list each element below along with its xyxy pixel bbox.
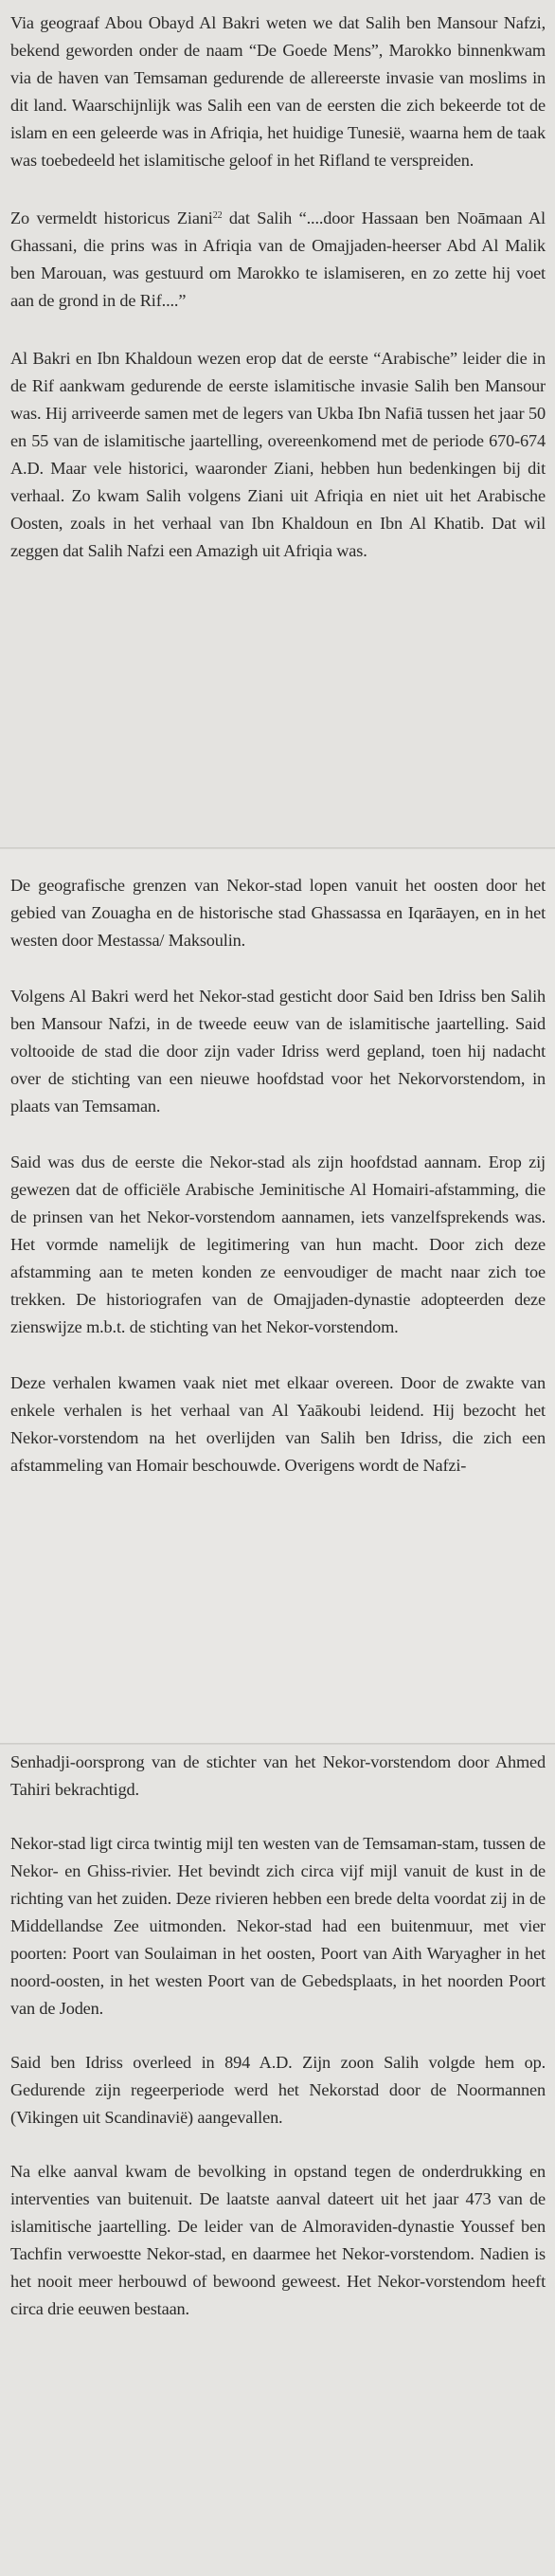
page-section-3 <box>0 1745 555 2576</box>
page-section-2 <box>0 849 555 1745</box>
paragraph-senhadji: Senhadji-oorsprong van de stichter van het Nekor-vorstendom door Ahmed Tahiri bekrachtigd. <box>10 1752 546 1799</box>
paragraph-yaakoubi: Deze verhalen kwamen vaak niet met elkaar overeen. Door de zwakte van enkele verhalen is het verhaal van Al Yaākoubi leidend. Hij bezocht het Nekor-vorstendom na het overlijden van Salih ben Idriss, die zich een afstammeling van Homair beschouwde. Overigens wordt de Nafzi- <box>10 1373 546 1475</box>
paragraph-founding: Volgens Al Bakri werd het Nekor-stad gesticht door Said ben Idriss ben Salih ben Mansour Nafzi, in de tweede eeuw van de islamitische jaartelling. Said voltooide de stad die door zijn vader Idriss werd gepland, toen hij nadacht over de stichting van een nieuwe hoofdstad voor het Nekorvorstendom, in plaats van Temsaman. <box>10 987 546 1116</box>
ziani-text-before: Zo vermeldt historicus Ziani <box>10 209 213 227</box>
paragraph-location: Nekor-stad ligt circa twintig mijl ten westen van de Temsaman-stam, tussen de Nekor- en Ghiss-rivier. Het bevindt zich circa vijf mijl vanuit de kust in de richting van het zuiden. Deze rivieren hebben een brede delta voordat zij in de Middellandse Zee uitmonden. Nekor-stad had een buitenmuur, met vier poorten: Poort van Soulaiman in het oosten, Poort van Aith Waryagher in het noord-oosten, in het westen Poort van de Gebedsplaats, in het noorden Poort van de Joden. <box>10 1834 546 2018</box>
page-section-1 <box>0 0 555 849</box>
paragraph-normans: Said ben Idriss overleed in 894 A.D. Zijn zoon Salih volgde hem op. Gedurende zijn regeerperiode werd het Nekorstad door de Noormannen (Vikingen uit Scandinavië) aangevallen. <box>10 2053 546 2127</box>
paragraph-bakri-salih: Via geograaf Abou Obayd Al Bakri weten we dat Salih ben Mansour Nafzi, bekend geworden onder de naam “De Goede Mens”, Marokko binnenkwam via de haven van Temsaman gedurende de allereerste invasie van moslims in dit land. Waarschijnlijk was Salih een van de eersten die zich bekeerde tot de islam en een geleerde was in Afriqia, het huidige Tunesië, waarna hem de taak was toebedeeld het islamitische geloof in het Rifland te verspreiden. <box>10 13 546 170</box>
paragraph-destruction: Na elke aanval kwam de bevolking in opstand tegen de onderdrukking en interventies van buitenuit. De laatste aanval dateert uit het jaar 473 van de islamitische jaartelling. De leider van de Almoraviden-dynastie Youssef ben Tachfin verwoestte Nekor-stad, en daarmee het Nekor-vorstendom. Nadien is het nooit meer herbouwd of bewoond geweest. Het Nekor-vorstendom heeft circa drie eeuwen bestaan. <box>10 2162 546 2318</box>
paragraph-borders: De geografische grenzen van Nekor-stad lopen vanuit het oosten door het gebied van Zouagha en de historische stad Ghassassa en Iqarāayen, en in het westen door Mestassa/ Maksoulin. <box>10 876 546 950</box>
paragraph-khaldoun: Al Bakri en Ibn Khaldoun wezen erop dat de eerste “Arabische” leider die in de Rif aankwam gedurende de eerste islamitische invasie Salih ben Mansour was. Hij arriveerde samen met de legers van Ukba Ibn Nafiā tussen het jaar 50 en 55 van de islamitische jaartelling, overeenkomend met de periode 670-674 A.D. Maar vele historici, waaronder Ziani, hebben hun bedenkingen bij dit verhaal. Zo kwam Salih volgens Ziani uit Afriqia en niet uit het Arabische Oosten, zoals in het verhaal van Ibn Khaldoun en Ibn Al Khatib. Dat wil zeggen dat Salih Nafzi een Amazigh uit Afriqia was. <box>10 349 546 560</box>
ziani-text-after: dat Salih “....door Hassaan ben Noāmaan Al Ghassani, die prins was in Afriqia van de Omajjaden-heerser Abd Al Malik ben Marouan, was gestuurd om Marokko te islamiseren, en zo zette hij voet aan de grond in de Rif....” <box>10 209 546 310</box>
paragraph-ziani <box>10 205 546 315</box>
paragraph-capital: Said was dus de eerste die Nekor-stad als zijn hoofdstad aannam. Erop zij gewezen dat de officiële Arabische Jeminitische Al Homairi-afstamming, die de prinsen van het Nekor-vorstendom aannamen, iets vanzelfsprekends was. Het vormde namelijk de legitimering van hun macht. Door zich deze afstamming aan te meten konden ze eenvoudiger de macht naar zich toe trekken. De historiografen van de Omajjaden-dynastie adopteerden deze zienswijze m.b.t. de stichting van het Nekor-vorstendom. <box>10 1152 546 1336</box>
footnote-marker: 22 <box>212 210 223 221</box>
